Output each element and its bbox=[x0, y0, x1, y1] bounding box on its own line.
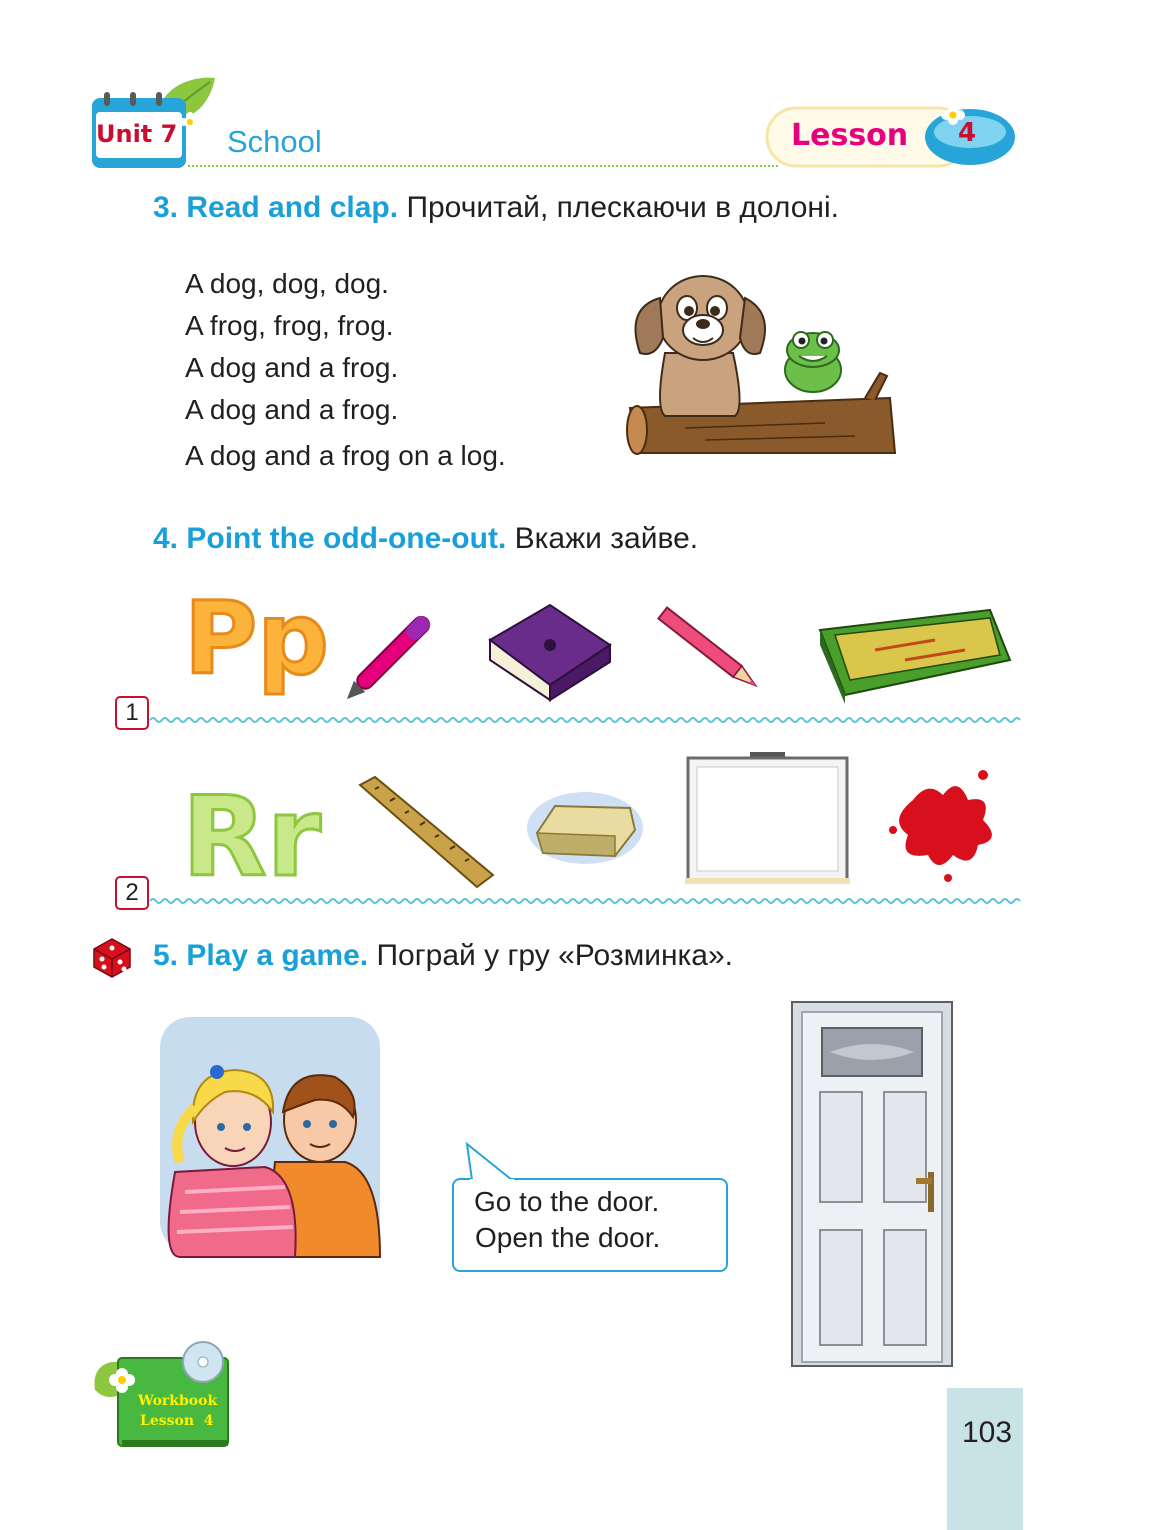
workbook-label: Workbook bbox=[138, 1393, 218, 1409]
page-number-tab bbox=[947, 1388, 1023, 1530]
letters-rr: Rr bbox=[182, 773, 321, 901]
door-illustration[interactable] bbox=[790, 1000, 954, 1368]
bubble-line: Go to the door. bbox=[474, 1186, 660, 1217]
pencil-icon[interactable] bbox=[650, 603, 770, 698]
task5-heading-ua: Пограй у гру «Розминка». bbox=[376, 939, 734, 972]
task3-heading bbox=[153, 191, 839, 225]
lesson-number: 4 bbox=[958, 118, 977, 148]
task5-heading-en: 5. Play a game. bbox=[153, 939, 369, 972]
header-divider bbox=[188, 165, 778, 167]
board-icon[interactable] bbox=[685, 752, 850, 885]
task3-heading-en: 3. Read and clap. bbox=[153, 191, 399, 224]
row-divider bbox=[150, 897, 1023, 905]
lesson-label: Lesson bbox=[791, 118, 909, 153]
flower-icon bbox=[180, 112, 200, 132]
dice-icon bbox=[90, 935, 134, 979]
task4-heading-ua: Вкажи зайве. bbox=[514, 522, 699, 555]
chant-line: A dog and a frog on a log. bbox=[185, 440, 506, 471]
rubber-icon[interactable] bbox=[525, 788, 645, 868]
speech-bubble-tail bbox=[462, 1142, 522, 1182]
chant-line: A dog and a frog. bbox=[185, 394, 399, 425]
task4-heading bbox=[153, 522, 698, 556]
letters-rr-graphic bbox=[180, 770, 330, 901]
task4-heading-en: 4. Point the odd-one-out. bbox=[153, 522, 507, 555]
dog-and-frog-on-log-illustration bbox=[625, 258, 900, 458]
unit-title: School bbox=[227, 124, 322, 159]
letters-pp-graphic bbox=[182, 578, 329, 708]
chant-line: A frog, frog, frog. bbox=[185, 310, 394, 341]
pen-icon[interactable] bbox=[335, 598, 455, 704]
children-illustration bbox=[155, 1012, 385, 1257]
bubble-line: Open the door. bbox=[475, 1222, 661, 1253]
row-divider bbox=[150, 716, 1023, 724]
task3-heading-ua: Прочитай, плескаючи в долоні. bbox=[406, 191, 839, 224]
row-number: 2 bbox=[115, 876, 149, 910]
ruler-icon[interactable] bbox=[355, 775, 495, 893]
unit-label: Unit 7 bbox=[96, 120, 178, 148]
book-icon[interactable] bbox=[480, 600, 615, 702]
chant-line: A dog, dog, dog. bbox=[185, 268, 389, 299]
paint-splash-icon[interactable] bbox=[883, 760, 1003, 885]
letters-pp: Pp bbox=[184, 580, 329, 697]
chant-line: A dog and a frog. bbox=[185, 352, 399, 383]
pencil-case-icon[interactable] bbox=[815, 600, 1015, 704]
row-number: 1 bbox=[115, 696, 149, 730]
page-number: 103 bbox=[962, 1416, 1013, 1449]
task5-heading bbox=[153, 939, 733, 973]
workbook-lesson-label: Lesson 4 bbox=[140, 1413, 214, 1429]
